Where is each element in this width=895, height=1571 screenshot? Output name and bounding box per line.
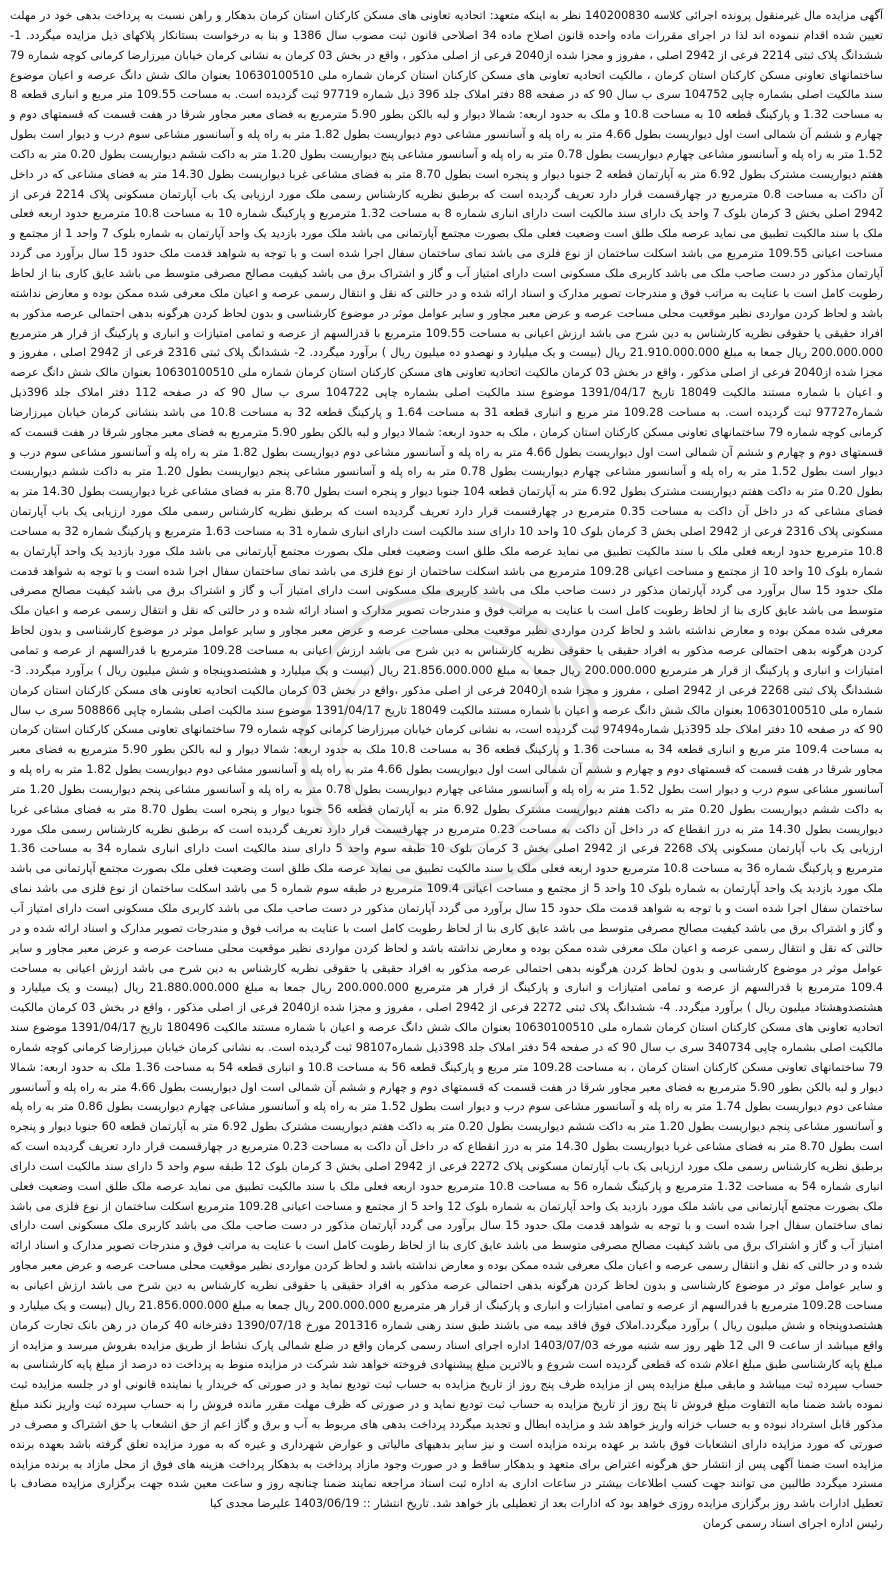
notice-paragraph: آگهی مزایده مال غیرمنقول پرونده اجرائی کلاسه 140200830 نظر به اینکه متعهد: اتحادیه تعاونی های مسکن کارکنان استان کرمان بدهکار و راهن نسبت به پرداخت بدهی خود در مهلت تعیین شده اقدام ننموده اند لذا در اجرای مقررات ماده واحده قانون اصلاح ماده 34 اصلاحی قانون ثبت مصوب سال 1386 و بنا به درخواست بستانکار پلاکهای ذیل مزایده میگردد. 1- ششدانگ پلاک ثبتی 2214 فرعی از 2942 اصلی ، مفروز و مجزا شده از2040 فرعی از اصلی مذکور ، واقع در بخش 03 کرمان به نشانی کرمان خیابان میرزارضا کرمانی کوچه شماره 79 ساختمانهای تعاونی مسکن کارکنان استان کرمان ، مالکیت اتحادیه تعاونی های مسکن کارکنان استان کرمان شماره ملی 10630100510 بعنوان مالک شش دانگ عرصه و اعیان موضوع سند مالکیت اصلی بشماره چاپی 104752 سری ب سال 90 که در صفحه 88 دفتر املاک جلد 396 ذیل شماره 97719 ثبت گردیده است. به مساحت 109.55 متر مربع و انباری قطعه 8 به مساحت 1.32 و پارکینگ قطعه 10 به مساحت 10.8 و ملک به حدود اربعه: شمالا دیوار و لبه بالکن بطور 5.90 مترمربع به فضای معبر مجاور شرقا در هفت قسمت که قسمتهای دوم و چهارم و ششم آن شمالی است اول دیواریست بطول 4.66 متر به راه پله و آسانسور مشاعی دوم دیواریست بطول 1.82 متر به راه پله و آسانسور مشاعی سوم درب و دیوار است بطول 1.52 متر به راه پله و آسانسور مشاعی چهارم دیواریست بطول 0.78 متر به راه پله و آسانسور مشاعی پنج دیواریست بطول 1.20 متر به داکت ششم دیواریست بطول 0.20 متر به داکت هفتم دیواریست مشترک بطول 6.92 متر به آپارتمان قطعه 2 جنوبا دیوار و پنجره است بطول 8.70 متر به فضای مشاعی غربا دیواریست بطول 14.30 متر به فضای مشاعی که در داخل آن داکت به مساحت 0.8 مترمربع در چهارقسمت قرار دارد تعریف گردیده است که برطبق نظریه کارشناس رسمی ملک مورد ارزیابی یک باب آپارتمان مسکونی پلاک 2214 فرعی از 2942 اصلی بخش 3 کرمان بلوک 7 واحد یک دارای سند مالکیت است دارای انباری شماره 8 به مساحت 1.32 مترمربع و پارکینگ شماره 10 به مساحت 10.8 مترمربع حدود اربعه فعلی ملک با سند مالکیت تطبیق می نماید عرصه ملک طلق است وضعیت فعلی ملک بصورت مجتمع آپارتمانی می باشد ملک مورد بازدید یک واحد آپارتمان به شماره بلوک 7 واحد 1 از مجتمع و مساحت اعیانی 109.55 مترمربع می باشد اسکلت ساختمان از نوع فلزی می باشد نمای ساختمان سفال اجرا شده است و با توجه به شواهد قدمت ملک حدود 15 سال برآورد می گردد آپارتمان مذکور در دست صاحب ملک می باشد کاربری ملک مسکونی است دارای امتیاز آب و گاز و اشتراک برق می باشد کیفیت مصالح مصرفی متوسط می باشد عایق کاری بنا از لحاظ رطوبت کامل است با عنایت به مراتب فوق و مندرجات تصویر مدارک و اسناد ارائه شده و در حالتی که نقل و انتقال رسمی عرصه و اعیان ملک معرفی شده ممکن بوده و معارض نداشته باشد و لحاظ کردن مواردی نظیر موقعیت محلی مساحت عرصه و عرض معبر مجاور و سایر عوامل موثر در موضوع کارشناسی و بدون لحاظ کردن هرگونه بدهی احتمالی عرصه مذکور به افراد حقیقی یا حقوقی نظریه کارشناس به دین شرح می باشد ارزش اعیانی به مساحت 109.55 مترمربع با قدرالسهم از عرصه و تمامی امتیازات و انباری و پارکینگ از قرار هر مترمربع 200.000.000 ریال جمعا به مبلغ 21.910.000.000 ریال (بیست و یک میلیارد و نهصدو ده میلیون ریال ) برآورد میگردد. 2- ششدانگ پلاک ثبتی 2316 فرعی از 2942 اصلی ، مفروز و مجزا شده از2040 فرعی از اصلی مذکور ، واقع در بخش 03 کرمان مالکیت اتحادیه تعاونی های مسکن کارکنان استان کرمان شماره ملی 10630100510 بعنوان مالک شش دانگ عرصه و اعیان با شماره مستند مالکیت 18049 تاریخ 1391/04/17 موضوع سند مالکیت اصلی بشماره چاپی 104722 سری ب سال 90 که در صفحه 112 دفتر املاک جلد 396ذیل شماره97727 ثبت گردیده است. به مساحت 109.28 متر مربع و انباری قطعه 31 به مساحت 1.64 و پارکینگ قطعه 32 به مساحت 10.8 می باشد بنشانی کرمان خیابان میرزارضا کرمانی کوچه شماره 79 ساختمانهای تعاونی مسکن کارکنان استان کرمان ، ملک به حدود اربعه: شمالا دیوار و لبه بالکن بطور 5.90 مترمربع به فضای معبر مجاور شرقا در هفت قسمت که قسمتهای دوم و چهارم و ششم آن شمالی است اول دیواریست بطول 4.66 متر به راه پله و آسانسور مشاعی دوم دیواریست بطول 1.82 متر به راه پله و آسانسور مشاعی سوم درب و دیوار است بطول 1.52 متر به راه پله و آسانسور مشاعی چهارم دیواریست بطول 0.78 متر به راه پله و آسانسور مشاعی پنجم دیواریست بطول 1.20 متر به داکت ششم دیواریست بطول 0.20 متر به داکت هفتم دیواریست مشترک بطول 6.92 متر به آپارتمان قطعه 104 جنوبا دیوار و پنجره است بطول 8.70 متر به فضای مشاعی غربا دیواریست بطول 14.30 متر به فضای مشاعی که در داخل آن داکت به مساحت 0.35 مترمربع در چهارقسمت قرار دارد تعریف گردیده است که برطبق نظریه کارشناس رسمی ملک مورد ارزیابی یک باب آپارتمان مسکونی پلاک 2316 فرعی از 2942 اصلی بخش 3 کرمان بلوک 10 واحد 10 دارای سند مالکیت است دارای انباری شماره 31 به مساحت 1.63 مترمربع و پارکینگ شماره 32 به مساحت 10.8 مترمربع حدود اربعه فعلی ملک با سند مالکیت تطبیق می نماید عرصه ملک طلق است وضعیت فعلی ملک بصورت مجتمع آپارتمانی می باشد ملک مورد بازدید یک واحد آپارتمان به شماره بلوک 10 واحد 10 از مجتمع و مساحت اعیانی 109.28 مترمربع می باشد اسکلت ساختمان از نوع فلزی می باشد نمای ساختمان سفال اجرا شده است و با توجه به شواهد قدمت ملک حدود 15 سال برآورد می گردد آپارتمان مذکور در دست صاحب ملک می باشد کاربری ملک مسکونی است دارای امتیاز آب و گاز و اشتراک برق می باشد کیفیت مصالح مصرفی متوسط می باشد عایق کاری بنا از لحاظ رطوبت کامل است با عنایت به مراتب فوق و مندرجات تصویر مدارک و اسناد ارائه شده و در حالتی که نقل و انتقال رسمی عرصه و اعیان ملک معرفی شده ممکن بوده و معارض نداشته باشد و لحاظ کردن مواردی نظیر موقعیت محلی مساحت عرصه و عرض معبر مجاور و سایر عوامل موثر در موضوع کارشناسی و بدون لحاظ کردن هرگونه بدهی احتمالی عرصه مذکور به افراد حقیقی یا حقوقی نظریه کارشناس به دین شرح می باشد ارزش اعیانی به مساحت 109.28 مترمربع با قدرالسهم از عرصه و تمامی امتیازات و انباری و پارکینگ از قرار هر مترمربع 200.000.000 ریال جمعا به مبلغ 21.856.000.000 ریال (بیست و یک میلیارد و هشتصدوپنجاه و شش میلیون ریال ) برآورد میگردد. 3- ششدانگ پلاک ثبتی 2268 فرعی از 2942 اصلی ، مفروز و مجزا شده از2040 فرعی از اصلی مذکور ،واقع در بخش 03 کرمان مالکیت اتحادیه تعاونی های مسکن کارکنان استان کرمان شماره ملی 10630100510 بعنوان مالک شش دانگ عرصه و اعیان با شماره مستند مالکیت 18049 تاریخ 1391/04/17 موضوع سند مالکیت اصلی بشماره چاپی 508866 سری ب سال 90 که در صفحه 10 دفتر املاک جلد 395ذیل شماره97494 ثبت گردیده است، به نشانی کرمان خیابان میرزارضا کرمانی کوچه شماره 79 ساختمانهای تعاونی مسکن کارکنان استان کرمان به مساحت 109.4 متر مربع و انباری قطعه 34 به مساحت 1.36 و پارکینگ قطعه 36 به مساحت 10.8 ملک به حدود اربعه: شمالا دیوار و لبه بالکن بطور 5.90 مترمربع به فضای معبر مجاور شرقا در هفت قسمت که قسمتهای دوم و چهارم و ششم آن شمالی است اول دیواریست بطول 4.66 متر به راه پله و آسانسور مشاعی دوم دیواریست بطول 1.82 متر به راه پله و آسانسور مشاعی سوم درب و دیوار است بطول 1.52 متر به راه پله و آسانسور مشاعی چهارم دیواریست بطول 0.78 متر به راه پله و آسانسور مشاعی پنجم دیواریست بطول 1.20 متر به داکت ششم دیواریست بطول 0.20 متر به داکت هفتم دیواریست مشترک بطول 6.92 متر به آپارتمان قطعه 56 جنوبا دیوار و پنجره است بطول 8.70 متر به فضای مشاعی غربا دیواریست بطول 14.30 متر به درز انقطاع که در داخل آن داکت به مساحت 0.23 مترمربع در چهارقسمت قرار دارد تعریف گردیده است که برطبق نظریه کارشناس رسمی ملک مورد ارزیابی یک باب آپارتمان مسکونی پلاک 2268 فرعی از 2942 اصلی بخش 3 کرمان بلوک 10 طبقه سوم واحد 5 دارای سند مالکیت است دارای انباری شماره 34 به مساحت 1.36 مترمربع و پارکینگ شماره 36 به مساحت 10.8 مترمربع حدود اربعه فعلی ملک با سند مالکیت تطبیق می نماید عرصه ملک طلق است وضعیت فعلی ملک بصورت مجتمع آپارتمانی می باشد ملک مورد بازدید یک واحد آپارتمان به شماره بلوک 10 واحد 5 از مجتمع و مساحت اعیانی 109.4 مترمربع در طبقه سوم شماره 5 می باشد اسکلت ساختمان از نوع فلزی می باشد نمای ساختمان سفال اجرا شده است و با توجه به شواهد قدمت ملک حدود 15 سال برآورد می گردد آپارتمان مذکور در دست صاحب ملک می باشد کاربری ملک مسکونی است دارای امتیاز آب و گاز و اشتراک برق می باشد کیفیت مصالح مصرفی متوسط می باشد عایق کاری بنا از لحاظ رطوبت کامل است با عنایت به مراتب فوق و مندرجات تصویر مدارک و اسناد ارائه شده و در حالتی که نقل و انتقال رسمی عرصه و اعیان ملک معرفی شده ممکن بوده و معارض نداشته باشد و لحاظ کردن مواردی نظیر موقعیت محلی مساحت عرصه و عرض معبر مجاور و سایر عوامل موثر در موضوع کارشناسی و بدون لحاظ کردن هرگونه بدهی احتمالی عرصه مذکور به افراد حقیقی یا حقوقی نظریه کارشناس به دین شرح می باشد ارزش اعیانی به مساحت 109.4 مترمربع با قدرالسهم از عرصه و تمامی امتیازات و انباری و پارکینگ از قرار هر مترمربع 200.000.000 ریال جمعا به مبلغ 21.880.000.000 ریال (بیست و یک میلیارد و هشتصدوهشتاد میلیون ریال ) برآورد میگردد. 4- ششدانگ پلاک ثبتی 2272 فرعی از 2942 اصلی ، مفروز و مجزا شده از2040 فرعی از اصلی مذکور ، واقع در بخش 03 کرمان مالکیت اتحادیه تعاونی های مسکن کارکنان استان کرمان شماره ملی 10630100510 بعنوان مالک شش دانگ عرصه و اعیان با شماره مستند مالکیت 180496 تاریخ 1391/04/17 موضوع سند مالکیت اصلی بشماره چاپی 340734 سری ب سال 90 که در صفحه 54 دفتر املاک جلد 398ذیل شماره98107 ثبت گردیده است. به نشانی کرمان خیابان میرزارضا کرمانی کوچه شماره 79 ساختمانهای تعاونی مسکن کارکنان استان کرمان ، به مساحت 109.28 متر مربع و پارکینگ قطعه 56 به مساحت 10.8 و انباری قطعه 54 به مساحت 1.36 ملک به حدود اربعه: شمالا دیوار و لبه بالکن بطور 5.90 مترمربع به فضای معبر مجاور شرقا در هفت قسمت که قسمتهای دوم و چهارم و ششم آن شمالی است اول دیواریست بطول 4.66 متر به راه پله و آسانسور مشاعی دوم دیواریست بطول 1.74 متر به راه پله و آسانسور مشاعی سوم درب و دیوار است بطول 1.52 متر به راه پله و آسانسور مشاعی چهارم دیواریست بطول 0.86 متر به راه پله و آسانسور مشاعی پنجم دیواریست بطول 1.20 متر به داکت ششم دیواریست بطول 0.20 متر به داکت هفتم دیواریست مشترک بطول 6.92 متر به آپارتمان قطعه 60 جنوبا دیوار و پنجره است بطول 8.70 متر به فضای مشاعی غربا دیواریست بطول 14.30 متر به درز انقطاع که در داخل آن داکت به مساحت 0.23 مترمربع در چهارقسمت قرار دارد تعریف گردیده است که برطبق نظریه کارشناس رسمی ملک مورد ارزیابی یک باب آپارتمان مسکونی پلاک 2272 فرعی از 2942 اصلی بخش 3 کرمان بلوک 12 طبقه سوم واحد 5 دارای سند مالکیت است دارای انباری شماره 54 به مساحت 1.32 مترمربع و پارکینگ شماره 56 به مساحت 10.8 مترمربع حدود اربعه فعلی ملک با سند مالکیت تطبیق می نماید عرصه ملک طلق است وضعیت فعلی ملک بصورت مجتمع آپارتمانی می باشد ملک مورد بازدید یک واحد آپارتمان به شماره بلوک 12 واحد 5 از مجتمع و مساحت اعیانی 109.28 مترمربع اسکلت ساختمان از نوع فلزی می باشد نمای ساختمان سفال اجرا شده است و با توجه به شواهد قدمت ملک حدود 15 سال برآورد می گردد آپارتمان مذکور در دست صاحب ملک می باشد کاربری ملک مسکونی است دارای امتیاز آب و گاز و اشتراک برق می باشد کیفیت مصالح مصرفی متوسط می باشد عایق کاری بنا از لحاظ رطوبت کامل است با عنایت به مراتب فوق و مندرجات تصویر مدارک و اسناد ارائه شده و در حالتی که نقل و انتقال رسمی عرصه و اعیان ملک معرفی شده ممکن بوده و معارض نداشته باشد و لحاظ کردن مواردی نظیر موقعیت محلی مساحت عرصه و عرض معبر مجاور و سایر عوامل موثر در موضوع کارشناسی و بدون لحاظ کردن هرگونه بدهی احتمالی عرصه مذکور به افراد حقیقی یا حقوقی نظریه کارشناس به دین شرح می باشد ارزش اعیانی به مساحت 109.28 مترمربع با قدرالسهم از عرصه و تمامی امتیازات و انباری و پارکینگ از قرار هر مترمربع 200.000.000 ریال جمعا به مبلغ 21.856.000.000 ریال (بیست و یک میلیارد و هشتصدوپنجاه و شش میلیون ریال ) برآورد میگردد.املاک فوق فاقد بیمه می باشند طبق سند رهنی شماره 201316 مورخ 1390/07/18 دفترخانه 40 کرمان در رهن بانک تجارت کرمان واقع میباشد از ساعت 9 الی 12 ظهر روز سه شنبه مورخه 1403/07/03 اداره اجرای اسناد رسمی کرمان واقع در ضلع شمالی پارک نشاط از طریق مزایده بفروش میرسد و مزایده از مبلغ پایه کارشناسی طبق مبلغ اعلام شده که قطعی گردیده است شروع و بالاترین مبلغ پیشنهادی فروخته خواهد شد شرکت در مزایده منوط به پرداخت ده درصد از مبلغ پایه کارشناسی به حساب سپرده ثبت میباشد و مابقی مبلغ مزایده پس از مزایده ظرف پنج روز از تاریخ مزایده به حساب ثبت تودیع نماید و در صورتی که خریدار یا نماینده قانونی او در جلسه مزایده ثبت نموده باشد ضمنا مابه التفاوت مبلغ فروش تا پنج روز از تاریخ مزایده به حساب ثبت تودیع نماید و در صورتی که ظرف مهلت مقرر مانده فروش را به حساب سپرده ثبت واریز نکند مبلغ مذکور قابل استرداد نبوده و به حساب خزانه واریز خواهد شد و مزایده ابطال و تجدید میگردد پرداخت بدهی های مربوط به آب و برق و گاز اعم از حق انشعاب یا حق اشتراک و مصرف در صورتی که مورد مزایده دارای انشعابات فوق باشد بر عهده برنده مزایده است و نیز سایر بدهیهای مالیاتی و عوارض شهرداری و غیره که به مورد مزایده تعلق گرفته باشد بعهده برنده مزایده است ضمنا آگهی پس از انتشار حق هرگونه اعتراض برای متعهد و بدهکار ساقط و در صورت وجود مازاد پرداخت به بدهکار پرداخت هزینه های فوق از محل مازاد به برنده مزایده مسترد میگردد طالبین می توانند جهت کسب اطلاعات بیشتر در ساعات اداری به اداره ثبت اسناد مراجعه نمایند ضمنا چنانچه روز و ساعت معین شده جهت برگزاری مزایده مصادف با تعطیل ادارات باشد روز برگزاری مزایده روزی خواهد بود که ادارات بعد از تعطیلی باز خواهد شد. تاریخ انتشار :: 1403/06/19 علیرضا مجدی کیا	[10, 9, 884, 1511]
notice-signature-title: رئیس اداره اجرای اسناد رسمی کرمان	[702, 1517, 883, 1531]
auction-notice	[10, 6, 883, 1565]
notice-body	[10, 6, 883, 1514]
